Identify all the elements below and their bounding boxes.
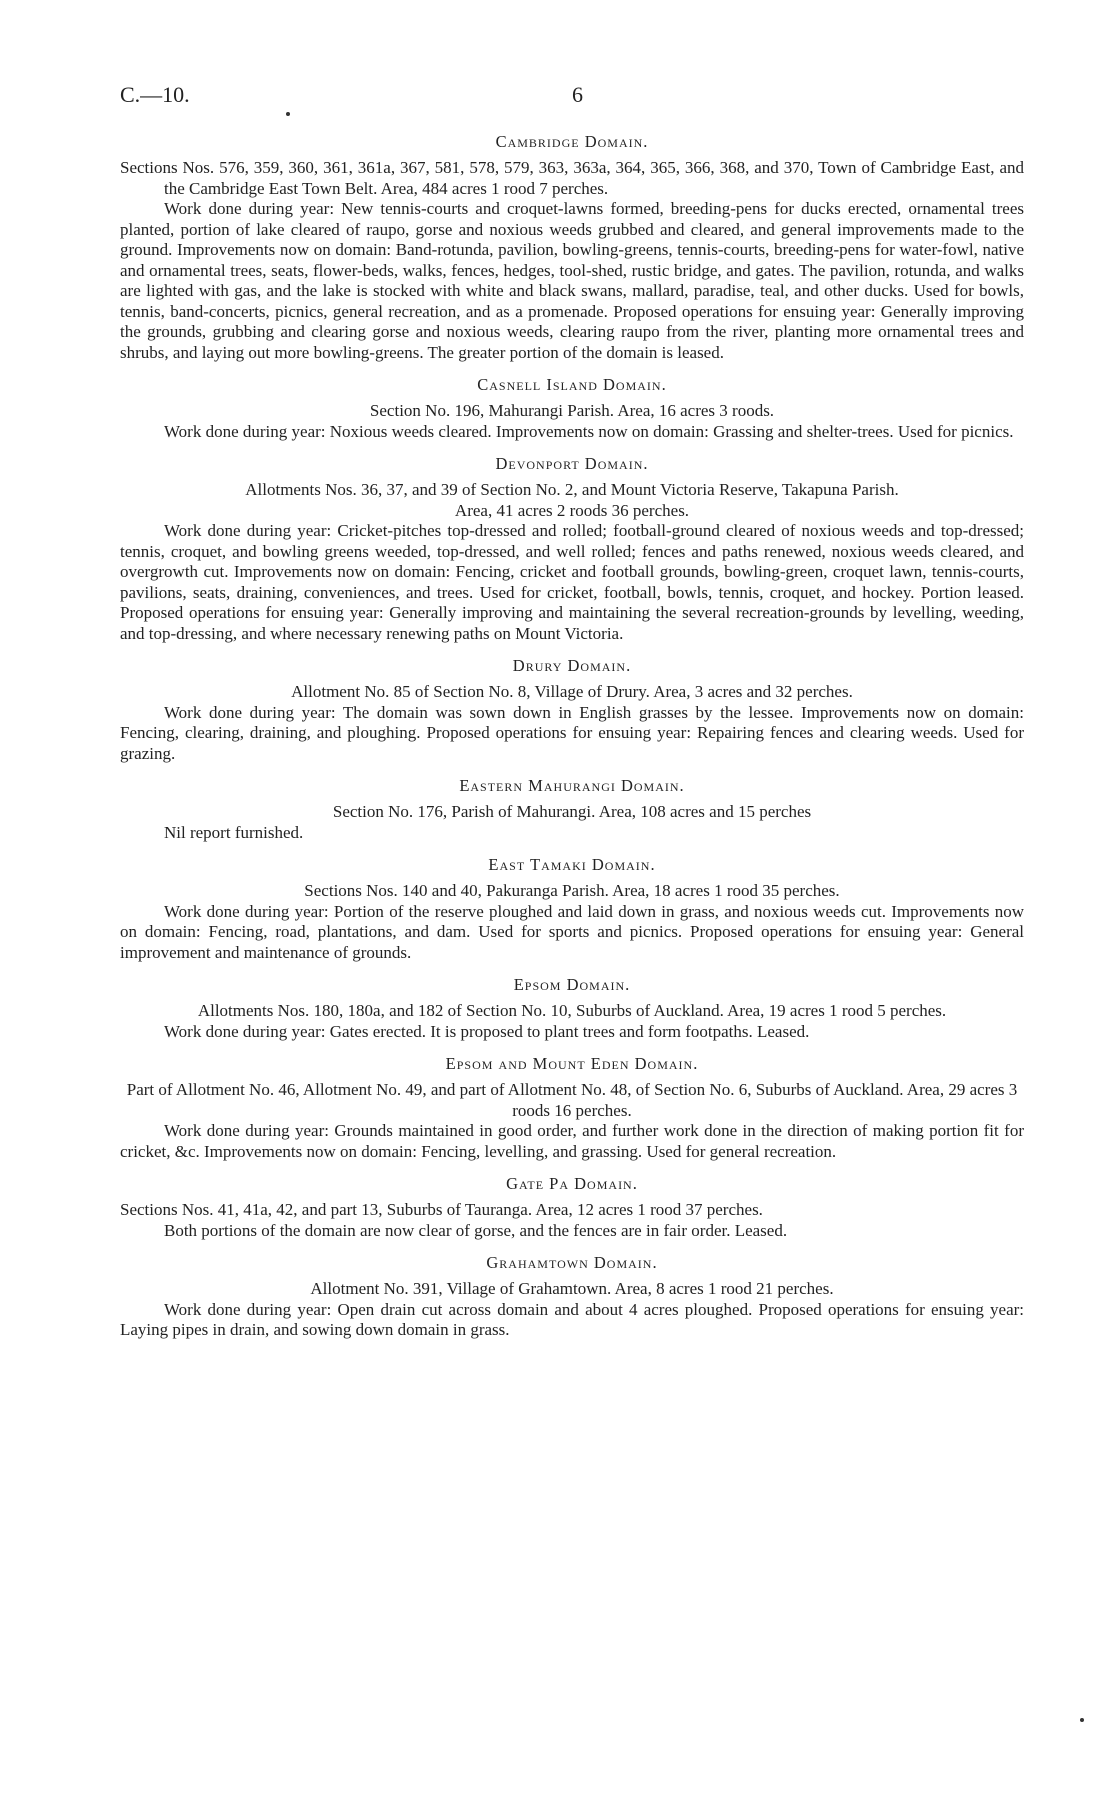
section-devonport-domain xyxy=(120,454,1024,644)
print-speck xyxy=(1080,1718,1084,1722)
section-epsom-mount-eden-domain xyxy=(120,1054,1024,1162)
section-title: Epsom Domain. xyxy=(513,975,631,994)
work-report: Work done during year: The domain was sown down in English grasses by the lessee. Improvements now on domain: Fencing, clearing, draining, and ploughing. Proposed operations for ensuing year: Repairing fences and clearing weeds. Used for grazing. xyxy=(120,702,1024,763)
section-description: Section No. 176, Parish of Mahurangi. Area, 108 acres and 15 perches xyxy=(332,802,812,821)
section-title: East Tamaki Domain. xyxy=(488,855,656,874)
section-grahamtown-domain xyxy=(120,1253,1024,1341)
section-title: Cambridge Domain. xyxy=(495,132,649,151)
document-reference: C.—10. xyxy=(120,82,190,107)
section-east-tamaki-domain xyxy=(120,855,1024,963)
work-report: Both portions of the domain are now clear of gorse, and the fences are in fair order. Leased. xyxy=(164,1220,788,1240)
print-speck xyxy=(286,112,290,116)
work-report: Work done during year: Noxious weeds cleared. Improvements now on domain: Grassing and shelter-trees. Used for picnics. xyxy=(164,421,1014,441)
section-title: Epsom and Mount Eden Domain. xyxy=(445,1054,699,1073)
section-area: Area, 41 acres 2 roods 36 perches. xyxy=(454,500,690,520)
section-title: Eastern Mahurangi Domain. xyxy=(459,776,685,795)
work-report: Nil report furnished. xyxy=(164,822,304,842)
section-title: Grahamtown Domain. xyxy=(486,1253,658,1272)
work-report: Work done during year: Portion of the reserve ploughed and laid down in grass, and noxious weeds cut. Improvements now on domain: Fencing, road, plantations, and dam. Used for sports and picnics. Proposed operations for ensuing year: General improvement and maintenance of grounds. xyxy=(120,901,1024,962)
work-report: Work done during year: Open drain cut across domain and about 4 acres ploughed. Proposed operations for ensuing year: Laying pipes in drain, and sowing down domain in grass. xyxy=(120,1299,1024,1339)
section-title: Casnell Island Domain. xyxy=(477,375,667,394)
section-casnell-island-domain xyxy=(120,375,1024,442)
section-description: Sections Nos. 140 and 40, Pakuranga Parish. Area, 18 acres 1 rood 35 perches. xyxy=(304,881,840,900)
section-epsom-domain xyxy=(120,975,1024,1042)
section-eastern-mahurangi-domain xyxy=(120,776,1024,843)
section-description: Allotment No. 391, Village of Grahamtown. Area, 8 acres 1 rood 21 perches. xyxy=(310,1279,834,1298)
section-description: Sections Nos. 41, 41a, 42, and part 13, Suburbs of Tauranga. Area, 12 acres 1 rood 37 perches. xyxy=(120,1200,763,1219)
page-header xyxy=(120,82,1024,122)
document-page xyxy=(120,82,1024,1353)
section-description: Part of Allotment No. 46, Allotment No. 49, and part of Allotment No. 48, of Section No. 6, Suburbs of Auckland. Area, 29 acres 3 roods 16 perches. xyxy=(126,1080,1018,1120)
section-description: Section No. 196, Mahurangi Parish. Area, 16 acres 3 roods. xyxy=(369,401,775,420)
section-cambridge-domain xyxy=(120,132,1024,363)
section-gate-pa-domain xyxy=(120,1174,1024,1241)
section-description: Allotments Nos. 36, 37, and 39 of Section No. 2, and Mount Victoria Reserve, Takapuna Parish. xyxy=(245,480,899,499)
work-report: Work done during year: New tennis-courts and croquet-lawns formed, breeding-pens for ducks erected, ornamental trees planted, portion of lake cleared of raupo, gorse and noxious weeds grubbed and cleared, and general improvements made to the ground. Improvements now on domain: Band-rotunda, pavilion, bowling-greens, tennis-courts, breeding-pens for water-fowl, native and ornamental trees, seats, flower-beds, walks, fences, hedges, tool-shed, rustic bridge, and gates. The pavilion, rotunda, and walks are lighted with gas, and the lake is stocked with white and black swans, mallard, paradise, teal, and other ducks. Used for bowls, tennis, band-concerts, picnics, general recreation, and as a promenade. Proposed operations for ensuing year: Generally improving the grounds, grubbing and clearing gorse and noxious weeds, clearing raupo from the river, planting more ornamental trees and shrubs, and laying out more bowling-greens. The greater portion of the domain is leased. xyxy=(120,199,1024,362)
page-number: 6 xyxy=(572,82,583,107)
section-title: Gate Pa Domain. xyxy=(506,1174,638,1193)
section-description: Allotment No. 85 of Section No. 8, Village of Drury. Area, 3 acres and 32 perches. xyxy=(291,682,853,701)
section-description: Sections Nos. 576, 359, 360, 361, 361a, 367, 581, 578, 579, 363, 363a, 364, 365, 366, 368, and 370, Town of Cambridge East, and the Cambridge East Town Belt. Area, 484 acres 1 rood 7 perches. xyxy=(120,158,1024,198)
work-report: Work done during year: Gates erected. It is proposed to plant trees and form footpaths. Leased. xyxy=(164,1021,810,1041)
work-report: Work done during year: Cricket-pitches top-dressed and rolled; football-ground cleared of noxious weeds and top-dressed; tennis, croquet, and bowling greens weeded, top-dressed, and well rolled; fences and paths renewed, noxious weeds cleared, and overgrowth cut. Improvements now on domain: Fencing, cricket and football grounds, bowling-green, croquet lawn, tennis-courts, pavilions, seats, draining, conveniences, and trees. Used for cricket, football, bowls, tennis, croquet, and hockey. Portion leased. Proposed operations for ensuing year: Generally improving and maintaining the several recreation-grounds by levelling, weeding, and top-dressing, and where necessary renewing paths on Mount Victoria. xyxy=(120,521,1024,643)
work-report: Work done during year: Grounds maintained in good order, and further work done in the direction of making portion fit for cricket, &c. Improvements now on domain: Fencing, levelling, and grassing. Used for general recreation. xyxy=(120,1121,1024,1161)
section-description: Allotments Nos. 180, 180a, and 182 of Section No. 10, Suburbs of Auckland. Area, 19 acres 1 rood 5 perches. xyxy=(197,1001,947,1020)
section-title: Devonport Domain. xyxy=(495,454,649,473)
section-drury-domain xyxy=(120,656,1024,764)
section-title: Drury Domain. xyxy=(512,656,632,675)
